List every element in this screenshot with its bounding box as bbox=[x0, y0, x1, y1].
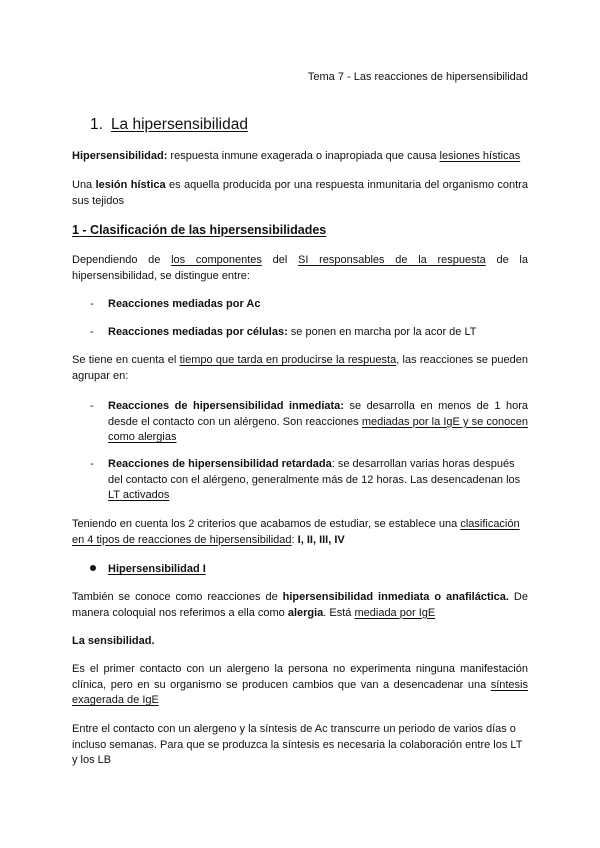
first-contact-paragraph: Es el primer contacto con un alergeno la persona no experimenta ninguna manifestación clínica, pero en su organismo se producen cambios que van a desencadenar una síntesis exagerada de IgE bbox=[72, 663, 528, 706]
section-title: La hipersensibilidad bbox=[110, 116, 248, 133]
period-paragraph: Entre el contacto con un alergeno y la síntesis de Ac transcurre un periodo de varios días o incluso semanas. Para que se produzca la síntesis es necesaria la colaboración entre los LT y los LB bbox=[72, 723, 523, 766]
time-paragraph: Se tiene en cuenta el tiempo que tarda en producirse la respuesta, las reacciones se pueden agrupar en: bbox=[72, 354, 528, 382]
bullet-dot-icon bbox=[90, 565, 96, 571]
section-heading bbox=[90, 116, 248, 134]
list-item: - Reacciones mediadas por Ac bbox=[90, 298, 261, 310]
list-item: - Reacciones mediadas por células: se ponen en marcha por la acor de LT bbox=[90, 326, 477, 338]
definition-paragraph: Hipersensibilidad: respuesta inmune exagerada o inapropiada que causa lesiones hísticas bbox=[72, 150, 521, 162]
bullet-item: Hipersensibilidad I bbox=[90, 563, 206, 575]
lesion-paragraph: Una lesión hística es aquella producida por una respuesta inmunitaria del organismo contra sus tejidos bbox=[72, 179, 528, 207]
subsection-heading: 1 - Clasificación de las hipersensibilidades bbox=[72, 223, 327, 237]
definition-underlined: lesiones hísticas bbox=[439, 150, 521, 162]
type1-paragraph: También se conoce como reacciones de hipersensibilidad inmediata o anafiláctica. De manera coloquial nos referimos a ella como alergia. Está mediada por IgE bbox=[72, 591, 528, 619]
list-item: - Reacciones de hipersensibilidad retardada: se desarrollan varias horas después del contacto con el alérgeno, generalmente más de 12 horas. Las desencadenan los LT activados bbox=[90, 458, 521, 501]
sensibilidad-heading: La sensibilidad. bbox=[72, 635, 155, 647]
components-paragraph: Dependiendo de los componentes del SI responsables de la respuesta de la hipersensibilidad, se distingue entre: bbox=[72, 254, 528, 282]
lesion-term: lesión hística bbox=[95, 179, 166, 191]
definition-term: Hipersensibilidad: bbox=[72, 150, 168, 162]
section-number: 1. bbox=[90, 116, 103, 133]
criteria-paragraph: Teniendo en cuenta los 2 criterios que acabamos de estudiar, se establece una clasificación en 4 tipos de reacciones de hipersensibilidad: I, II, III, IV bbox=[72, 518, 520, 546]
page-header: Tema 7 - Las reacciones de hipersensibilidad bbox=[307, 71, 528, 83]
list-item: - Reacciones de hipersensibilidad inmediata: se desarrolla en menos de 1 hora desde el contacto con un alérgeno. Son reacciones mediadas por la IgE y se conocen como alergias bbox=[90, 400, 528, 443]
